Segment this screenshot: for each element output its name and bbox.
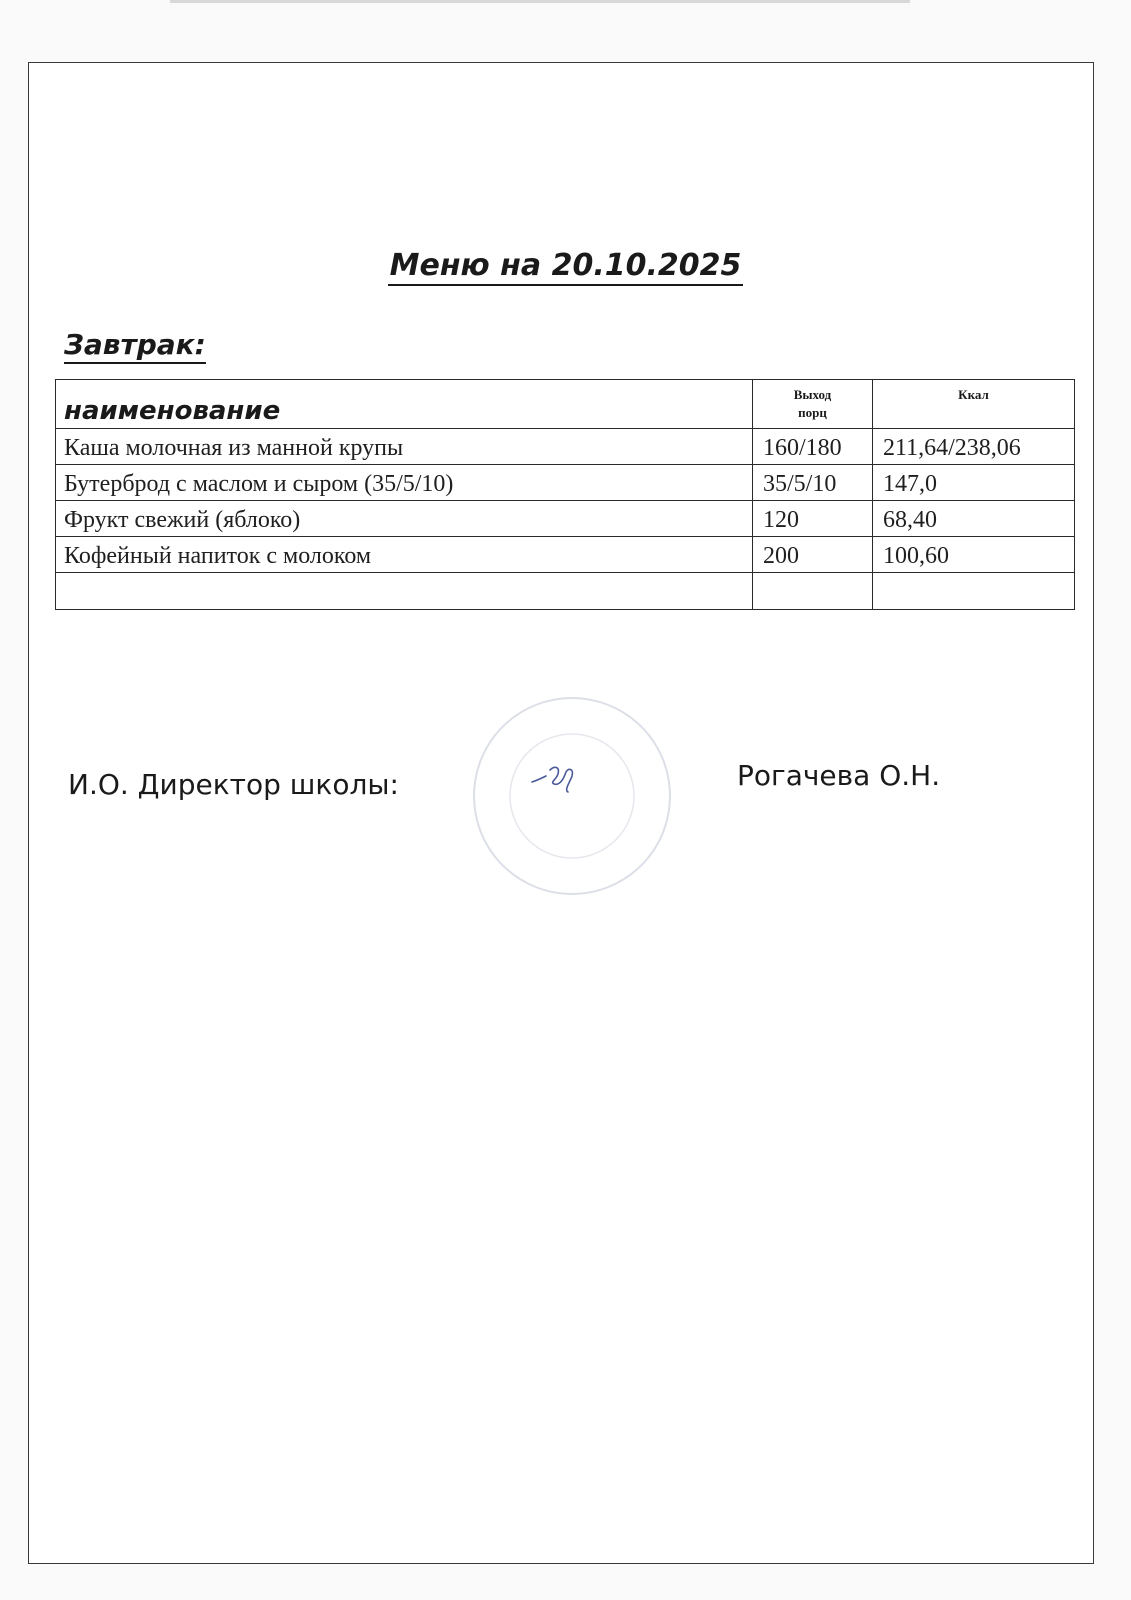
dish-kcal: 68,40 [873,501,1075,537]
dish-name: Кофейный напиток с молоком [56,537,753,573]
table-row [56,501,1075,537]
empty-cell [753,573,873,610]
table-row [56,537,1075,573]
header-output [753,380,873,429]
header-name: наименование [56,380,753,429]
dish-kcal: 147,0 [873,465,1075,501]
title-text: Меню на 20.10.2025 [388,248,744,286]
page-title [0,248,1131,283]
dish-name: Фрукт свежий (яблоко) [56,501,753,537]
signer-role: И.О. Директор школы: [68,768,399,801]
scan-edge [170,0,910,3]
section-heading: Завтрак: [64,328,206,364]
header-output-line2: порц [798,405,827,420]
table-header-row [56,380,1075,429]
table-row-empty [56,573,1075,610]
header-output-line1: Выход [793,387,832,402]
empty-cell [873,573,1075,610]
dish-kcal: 211,64/238,06 [873,429,1075,465]
handwritten-signature [528,760,590,798]
dish-name: Каша молочная из манной крупы [56,429,753,465]
dish-output: 120 [753,501,873,537]
table-row [56,429,1075,465]
dish-name: Бутерброд с маслом и сыром (35/5/10) [56,465,753,501]
dish-output: 200 [753,537,873,573]
dish-kcal: 100,60 [873,537,1075,573]
dish-output: 35/5/10 [753,465,873,501]
menu-table [55,379,1075,610]
table-row [56,465,1075,501]
empty-cell [56,573,753,610]
dish-output: 160/180 [753,429,873,465]
header-kcal: Ккал [873,380,1075,429]
signer-name: Рогачева О.Н. [737,759,941,792]
